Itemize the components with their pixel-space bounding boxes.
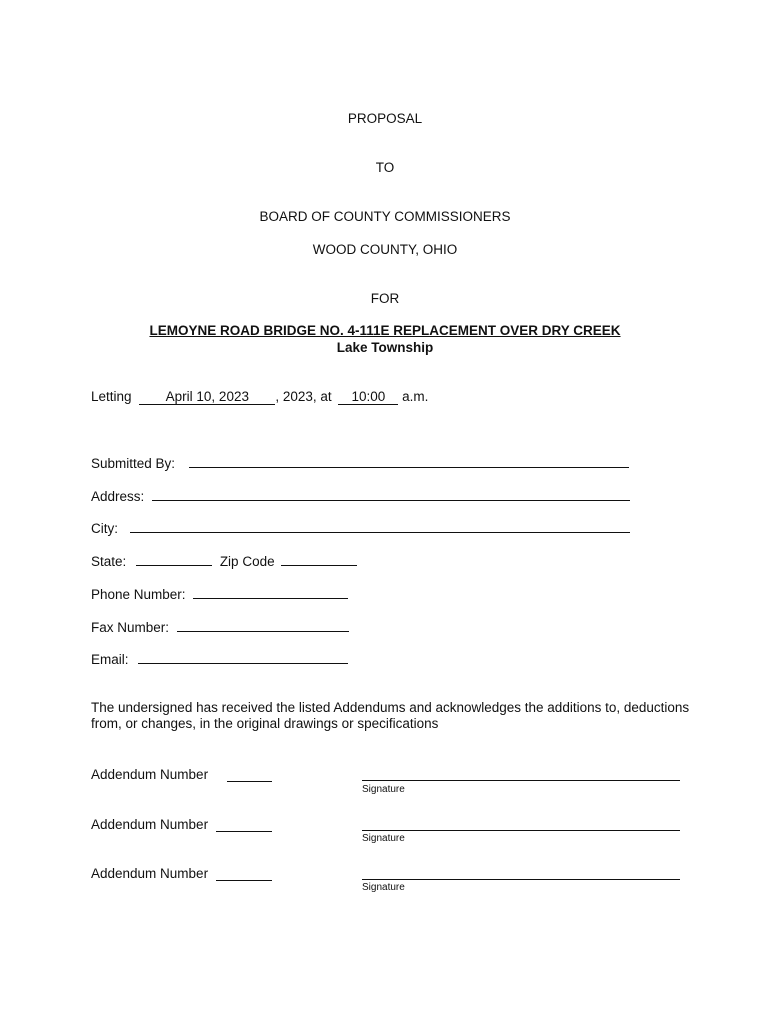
submitted-by-label: Submitted By: — [91, 456, 176, 471]
signature-caption-2: Signature — [362, 833, 405, 844]
submitted-by-row — [91, 455, 629, 471]
board-heading: BOARD OF COUNTY COMMISSIONERS — [259, 209, 511, 224]
signature-line-2[interactable] — [362, 830, 680, 831]
addendum-label-3: Addendum Number — [91, 866, 209, 881]
email-row — [91, 651, 348, 667]
proposal-heading: PROPOSAL — [347, 111, 423, 126]
addendum-label-1: Addendum Number — [91, 767, 209, 782]
fax-field[interactable] — [177, 619, 349, 632]
county-heading: WOOD COUNTY, OHIO — [312, 242, 458, 257]
township-subtitle: Lake Township — [336, 340, 434, 355]
letting-line — [91, 389, 428, 405]
to-heading: TO — [375, 160, 395, 175]
state-field[interactable] — [136, 553, 212, 566]
addendum-number-field-3[interactable] — [216, 880, 272, 881]
addendum-number-field-2[interactable] — [216, 831, 272, 832]
addenda-statement: The undersigned has received the listed Addendums and acknowledges the additions to, deductions from, or changes, in the original drawings or specifications — [91, 700, 690, 731]
zip-field[interactable] — [281, 553, 357, 566]
addendum-label-2: Addendum Number — [91, 817, 209, 832]
phone-label: Phone Number: — [91, 587, 186, 602]
state-zip-row — [91, 553, 357, 569]
city-field[interactable] — [130, 520, 630, 533]
submitted-by-field[interactable] — [189, 455, 629, 468]
phone-field[interactable] — [193, 586, 348, 599]
project-title: LEMOYNE ROAD BRIDGE NO. 4-111E REPLACEMENT OVER DRY CREEK — [149, 323, 621, 338]
city-row — [91, 520, 630, 536]
fax-label: Fax Number: — [91, 620, 170, 635]
fax-row — [91, 619, 349, 635]
phone-row — [91, 586, 348, 602]
signature-line-3[interactable] — [362, 879, 680, 880]
signature-caption-1: Signature — [362, 784, 405, 795]
letting-year-text: , 2023, at — [275, 389, 332, 404]
for-heading: FOR — [370, 291, 400, 306]
address-row — [91, 488, 630, 504]
addendum-number-field-1[interactable] — [227, 781, 272, 782]
signature-line-1[interactable] — [362, 780, 680, 781]
email-field[interactable] — [138, 651, 348, 664]
letting-time-field[interactable]: 10:00 — [338, 390, 398, 405]
letting-ampm: a.m. — [402, 389, 429, 404]
email-label: Email: — [91, 652, 129, 667]
letting-date-field[interactable]: April 10, 2023 — [139, 390, 275, 405]
zip-label: Zip Code — [219, 554, 275, 569]
address-field[interactable] — [152, 488, 630, 501]
letting-label: Letting — [91, 389, 132, 404]
state-label: State: — [91, 554, 127, 569]
city-label: City: — [91, 521, 118, 536]
signature-caption-3: Signature — [362, 882, 405, 893]
address-label: Address: — [91, 489, 145, 504]
